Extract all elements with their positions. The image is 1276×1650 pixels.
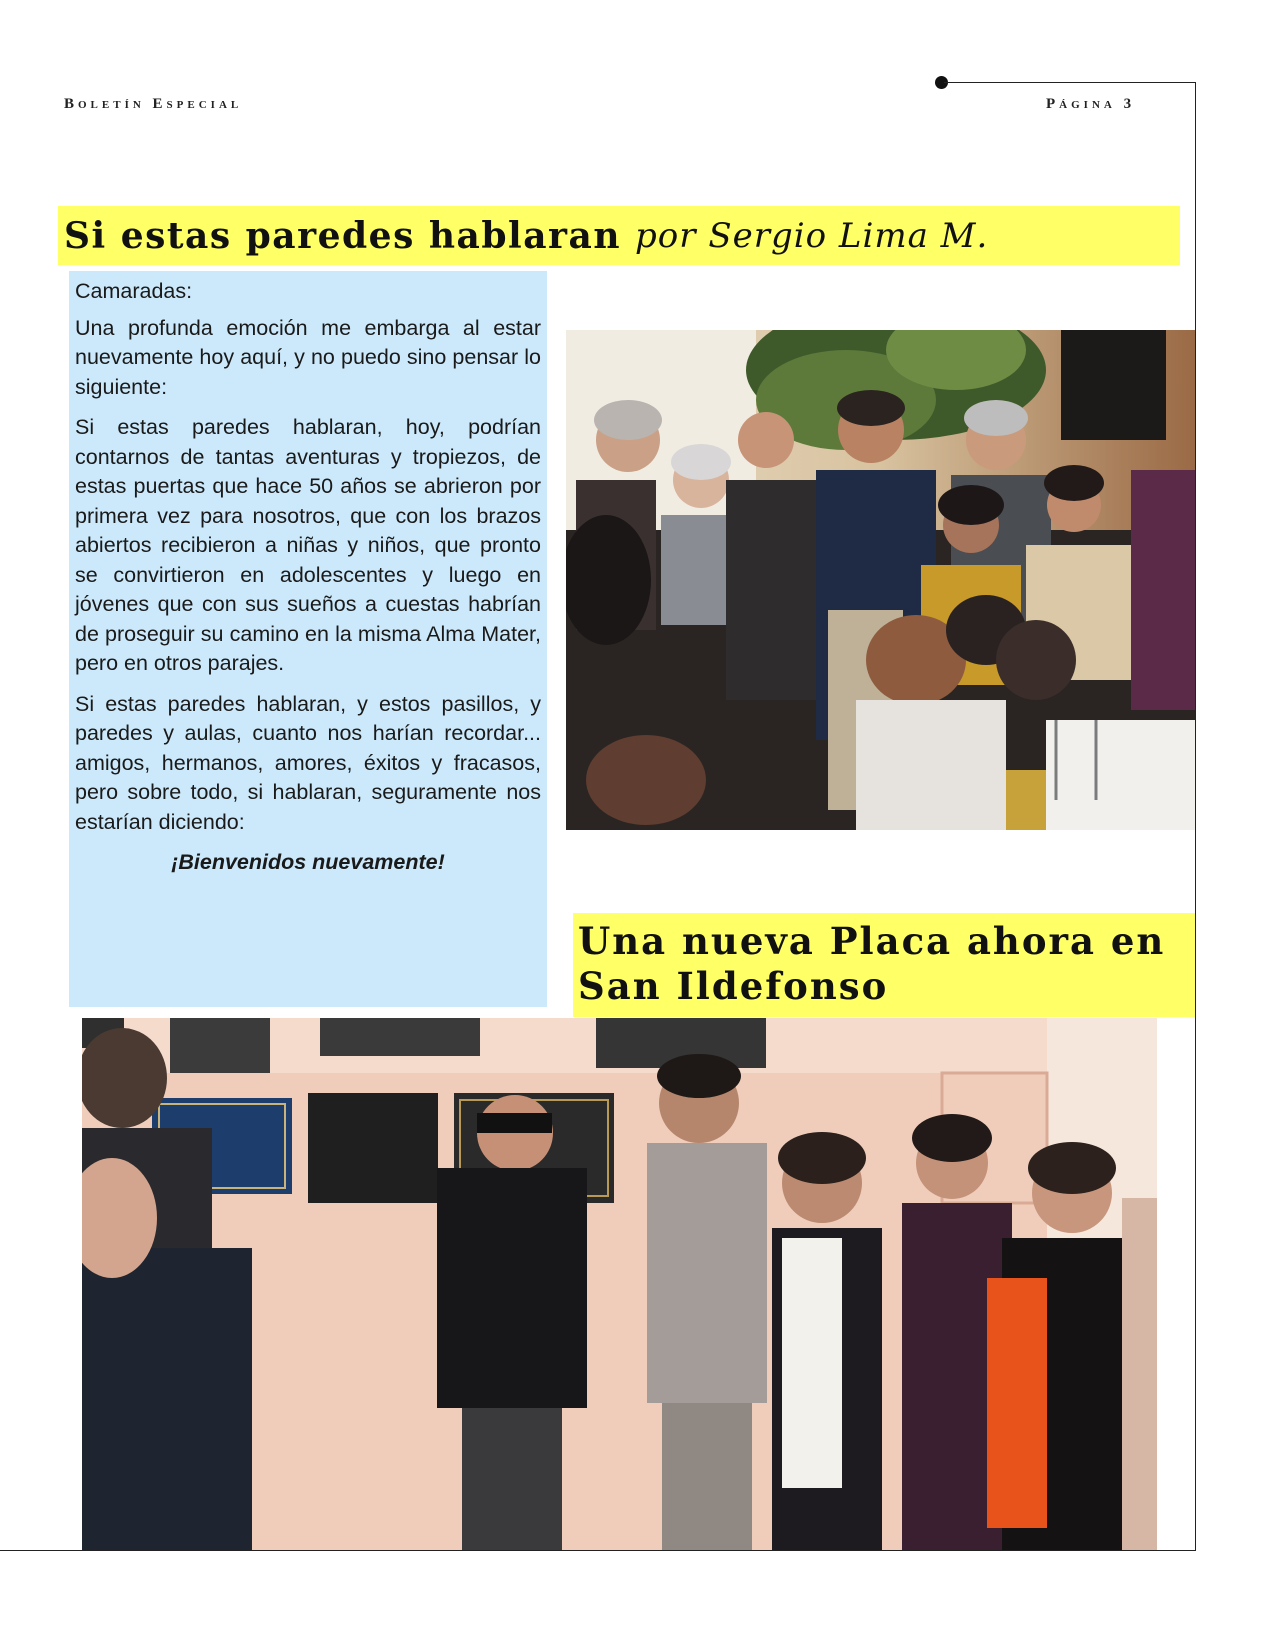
publication-name: Boletín Especial [64,96,243,112]
section-title-banner [573,913,1195,1017]
paragraph: Si estas paredes hablaran, y estos pasillos, y paredes y aulas, cuanto nos harían recordar... amigos, hermanos, amores, éxitos y fracasos, pero sobre todo, si hablaran, seguramente nos estarían diciendo: [75,691,541,834]
paragraph: Una profunda emoción me embarga al estar nuevamente hoy aquí, y no puedo sino pensar lo siguiente: [75,315,541,399]
page-number: Página 3 [1046,96,1136,112]
article-title: Si estas paredes hablaran [64,214,622,257]
frame-right-rule [1195,82,1196,1550]
event-photo-plaque [82,1018,1157,1550]
paragraph: Si estas paredes hablaran, hoy, podrían contarnos de tantas aventuras y tropiezos, de estas puertas que hace 50 años se abrieron por primera vez para nosotros, que con los brazos abiertos recibieron a niñas y niños, que pronto se convirtieron en adolescentes y luego en jóvenes que con sus sueños a cuestas habrían de proseguir su camino en la misma Alma Mater, pero en otros parajes. [75,415,541,675]
article-title-banner [58,206,1180,265]
event-photo-speaker [566,330,1195,830]
salutation: Camaradas: [75,279,193,303]
frame-bottom-rule [0,1550,1196,1551]
section-title: Una nueva Placa ahora en San Ildefonso [578,919,1166,1008]
frame-top-rule [944,82,1195,83]
article-byline: por Sergio Lima M. [635,215,989,256]
article-body [69,271,547,1007]
closing-line: ¡Bienvenidos nuevamente! [171,850,445,874]
